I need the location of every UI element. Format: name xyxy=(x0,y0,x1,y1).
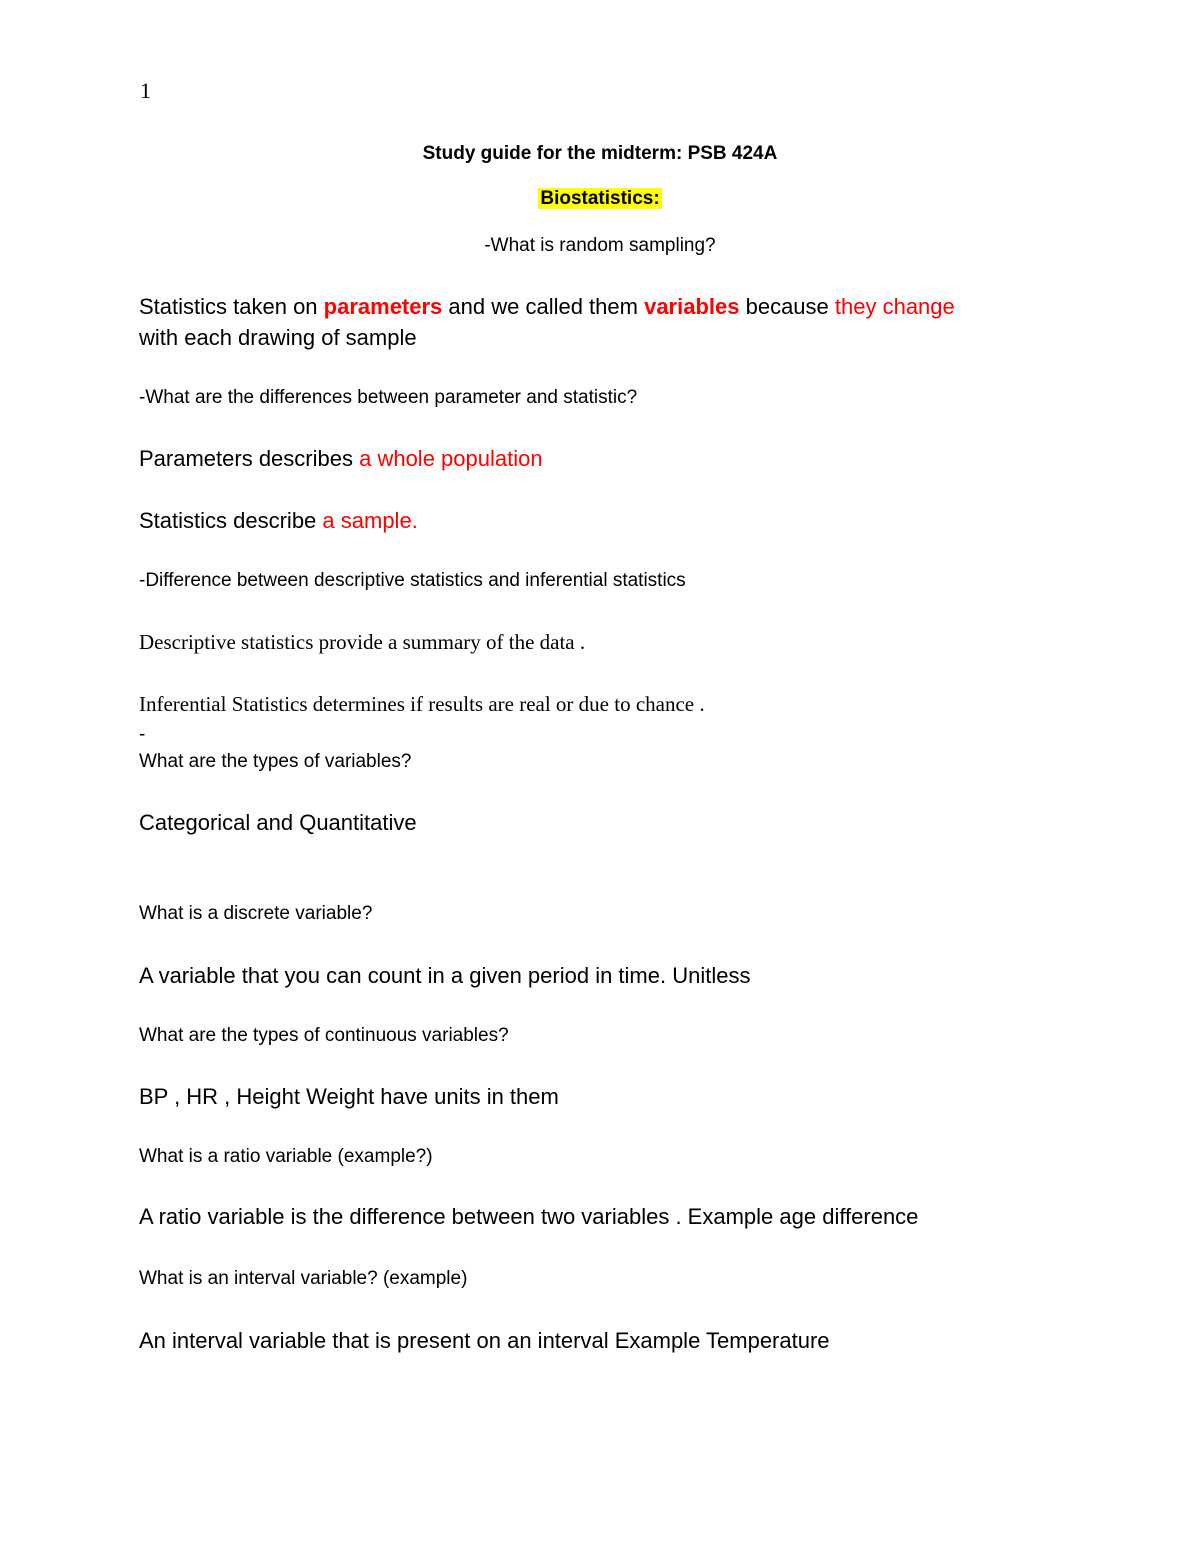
highlight-variables: variables xyxy=(644,294,740,319)
answer-parameters xyxy=(139,446,543,471)
question-discrete: What is a discrete variable? xyxy=(139,903,373,924)
answer-continuous: BP , HR , Height Weight have units in them xyxy=(139,1084,559,1109)
dash-marker: - xyxy=(139,724,146,745)
page-number: 1 xyxy=(140,78,151,103)
answer-random-sampling-line1 xyxy=(139,294,955,319)
answer-interval: An interval variable that is present on an interval Example Temperature xyxy=(139,1328,830,1353)
answer-descriptive: Descriptive statistics provide a summary of the data . xyxy=(139,630,586,654)
answer-text: because xyxy=(739,294,835,319)
answer-inferential: Inferential Statistics determines if results are real or due to chance . xyxy=(139,692,705,716)
answer-period: . xyxy=(411,508,418,533)
highlight-parameters: parameters xyxy=(323,294,443,319)
highlight-they-change: they change xyxy=(834,294,955,319)
answer-text: Statistics taken on xyxy=(139,294,324,319)
question-ratio: What is a ratio variable (example?) xyxy=(139,1146,433,1167)
answer-text: Parameters describes xyxy=(139,446,360,471)
answer-types-of-variables: Categorical and Quantitative xyxy=(139,810,417,835)
answer-statistics xyxy=(139,508,418,533)
question-types-of-variables: What are the types of variables? xyxy=(139,751,412,772)
answer-discrete: A variable that you can count in a given period in time. Unitless xyxy=(139,963,751,988)
answer-ratio: A ratio variable is the difference between two variables . Example age difference xyxy=(139,1204,919,1229)
section-heading-wrapper xyxy=(0,188,1200,210)
question-descriptive-vs-inferential: -Difference between descriptive statistics and inferential statistics xyxy=(139,570,686,591)
question-interval: What is an interval variable? (example) xyxy=(139,1268,468,1289)
highlight-a-sample: a sample xyxy=(322,508,412,533)
page-title: Study guide for the midterm: PSB 424A xyxy=(422,143,778,164)
question-random-sampling: -What is random sampling? xyxy=(484,235,716,256)
answer-random-sampling-line2: with each drawing of sample xyxy=(139,325,417,350)
section-heading: Biostatistics: xyxy=(540,188,660,209)
answer-text: and we called them xyxy=(442,294,645,319)
highlight-whole-population: a whole population xyxy=(359,446,543,471)
question-param-vs-stat: -What are the differences between parameter and statistic? xyxy=(139,387,638,408)
answer-text: Statistics describe xyxy=(139,508,323,533)
question-continuous: What are the types of continuous variables? xyxy=(139,1025,509,1046)
